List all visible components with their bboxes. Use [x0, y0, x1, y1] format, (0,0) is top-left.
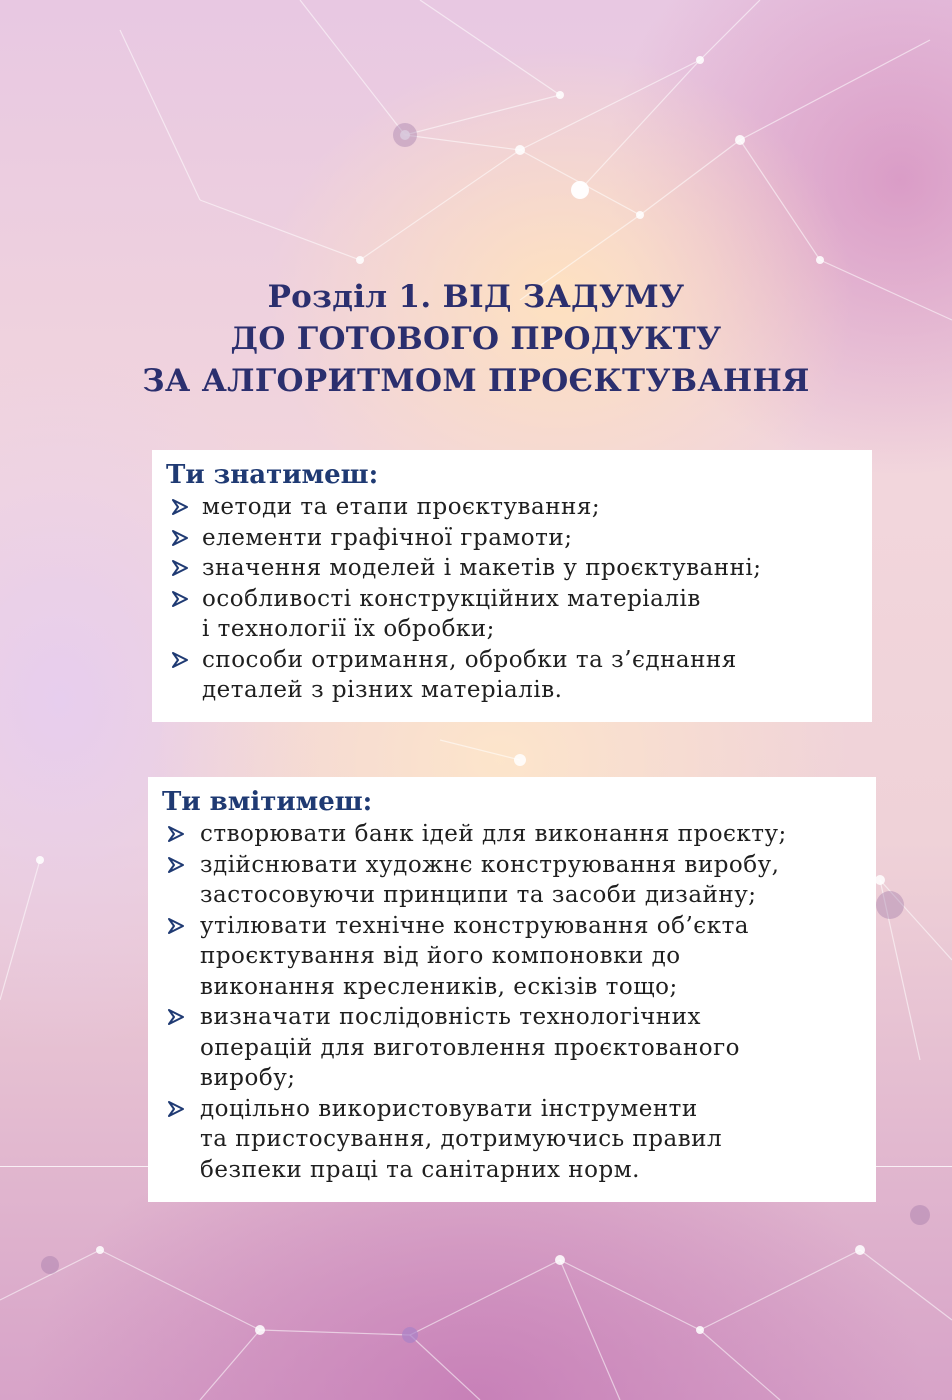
list-item	[162, 1094, 866, 1186]
list-item-text: способи отримання, обробки та з’єднання	[202, 646, 737, 673]
list-item	[162, 850, 866, 911]
arrow-bullet-icon	[166, 916, 186, 936]
list-item-text: та пристосування, дотримуючись правил	[200, 1126, 723, 1152]
list-item	[162, 1002, 866, 1094]
list-item	[166, 645, 862, 706]
arrow-bullet-icon	[170, 650, 190, 670]
knowledge-list	[166, 492, 862, 706]
list-item	[166, 584, 862, 645]
list-item-text: визначати послідовність технологічних	[200, 1004, 701, 1030]
section-title-line-1: Розділ 1. ВІД ЗАДУМУ	[267, 279, 685, 315]
list-item-text: застосовуючи принципи та засоби дизайну;	[200, 882, 757, 908]
list-item-text: доцільно використовувати інструменти	[200, 1095, 698, 1122]
section-title	[0, 276, 952, 402]
list-item	[166, 492, 862, 523]
arrow-bullet-icon	[166, 1007, 186, 1027]
list-item-text: проєктування від його компоновки до	[200, 943, 681, 969]
section-title-line-3: ЗА АЛГОРИТМОМ ПРОЄКТУВАННЯ	[142, 363, 810, 399]
list-item-text: методи та етапи проєктування;	[202, 494, 601, 520]
arrow-bullet-icon	[170, 497, 190, 517]
list-item-text: елементи графічної грамоти;	[202, 524, 573, 551]
skills-box	[148, 777, 876, 1202]
knowledge-box	[152, 450, 872, 722]
list-item	[166, 553, 862, 584]
list-item-text: операцій для виготовлення проєктованого	[200, 1034, 740, 1061]
skills-list	[162, 819, 866, 1185]
arrow-bullet-icon	[170, 558, 190, 578]
section-title-line-2: ДО ГОТОВОГО ПРОДУКТУ	[230, 321, 722, 357]
arrow-bullet-icon	[170, 528, 190, 548]
list-item-text: значення моделей і макетів у проєктуванні;	[202, 555, 762, 581]
arrow-bullet-icon	[170, 589, 190, 609]
list-item	[162, 911, 866, 1003]
list-item-text: здійснювати художнє конструювання виробу,	[200, 851, 780, 878]
arrow-bullet-icon	[166, 824, 186, 844]
list-item	[166, 523, 862, 554]
list-item-text: і технології їх обробки;	[202, 616, 495, 642]
knowledge-heading: Ти знатимеш:	[166, 460, 379, 490]
list-item-text: особливості конструкційних матеріалів	[202, 585, 701, 612]
list-item	[162, 819, 866, 850]
list-item-text: утілювати технічне конструювання об’єкта	[200, 912, 749, 939]
list-item-text: виконання креслеників, ескізів тощо;	[200, 973, 678, 1000]
skills-heading: Ти вмітимеш:	[162, 787, 373, 817]
list-item-text: створювати банк ідей для виконання проєкту;	[200, 821, 787, 847]
arrow-bullet-icon	[166, 855, 186, 875]
list-item-text: безпеки праці та санітарних норм.	[200, 1156, 640, 1183]
list-item-text: виробу;	[200, 1065, 296, 1091]
list-item-text: деталей з різних матеріалів.	[202, 677, 563, 703]
arrow-bullet-icon	[166, 1099, 186, 1119]
